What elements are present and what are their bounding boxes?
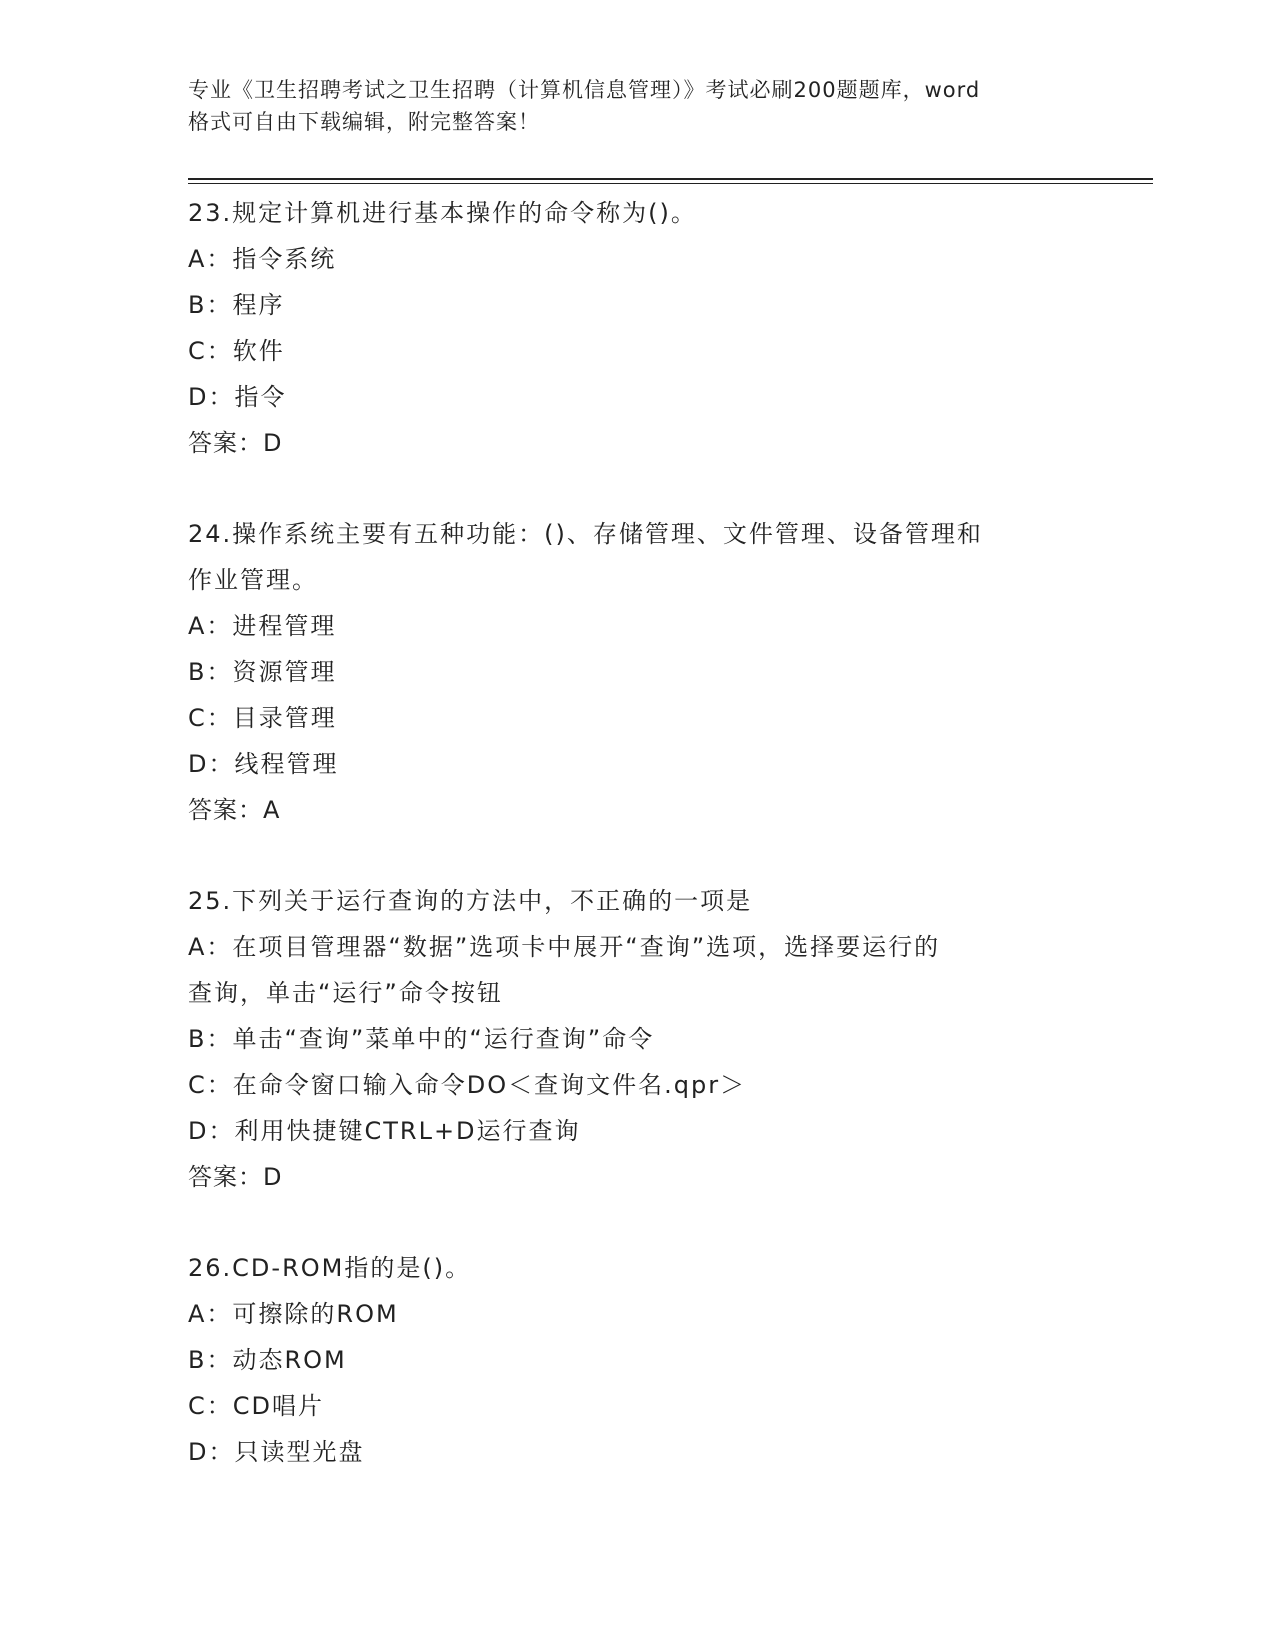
- answer: 答案：D: [188, 1163, 283, 1191]
- question-stem: 23.规定计算机进行基本操作的命令称为()。: [188, 199, 697, 227]
- question-23: [188, 190, 1088, 466]
- option-c: C：CD唱片: [188, 1392, 324, 1420]
- option-c: C：在命令窗口输入命令DO＜查询文件名.qpr＞: [188, 1071, 747, 1099]
- option-a: A：指令系统: [188, 245, 337, 273]
- option-d: D：利用快捷键CTRL+D运行查询: [188, 1117, 581, 1145]
- document-header: [188, 74, 1088, 138]
- header-divider-thick: [188, 178, 1153, 180]
- question-24: [188, 511, 1088, 833]
- header-line-1: 专业《卫生招聘考试之卫生招聘（计算机信息管理）》考试必刷200题题库，word: [188, 78, 981, 102]
- option-b: B：动态ROM: [188, 1346, 347, 1374]
- question-stem: 25.下列关于运行查询的方法中，不正确的一项是: [188, 887, 753, 915]
- option-a-continued: 查询，单击“运行”命令按钮: [188, 979, 503, 1007]
- header-line-2: 格式可自由下载编辑，附完整答案！: [188, 110, 540, 134]
- option-b: B：资源管理: [188, 658, 337, 686]
- question-26: [188, 1245, 1088, 1475]
- option-c: C：目录管理: [188, 704, 337, 732]
- question-stem: 26.CD-ROM指的是()。: [188, 1254, 472, 1282]
- option-a: A：可擦除的ROM: [188, 1300, 399, 1328]
- option-b: B：程序: [188, 291, 285, 319]
- option-a: A：进程管理: [188, 612, 337, 640]
- option-a: A：在项目管理器“数据”选项卡中展开“查询”选项，选择要运行的: [188, 933, 941, 961]
- option-b: B：单击“查询”菜单中的“运行查询”命令: [188, 1025, 655, 1053]
- option-d: D：只读型光盘: [188, 1438, 365, 1466]
- question-25: [188, 878, 1088, 1200]
- option-d: D：线程管理: [188, 750, 339, 778]
- option-c: C：软件: [188, 337, 285, 365]
- question-stem: 24.操作系统主要有五种功能：()、存储管理、文件管理、设备管理和: [188, 520, 983, 548]
- question-stem-continued: 作业管理。: [188, 566, 318, 594]
- answer: 答案：A: [188, 796, 281, 824]
- header-divider-thin: [188, 183, 1153, 184]
- answer: 答案：D: [188, 429, 283, 457]
- question-list: [188, 190, 1088, 1520]
- option-d: D：指令: [188, 383, 287, 411]
